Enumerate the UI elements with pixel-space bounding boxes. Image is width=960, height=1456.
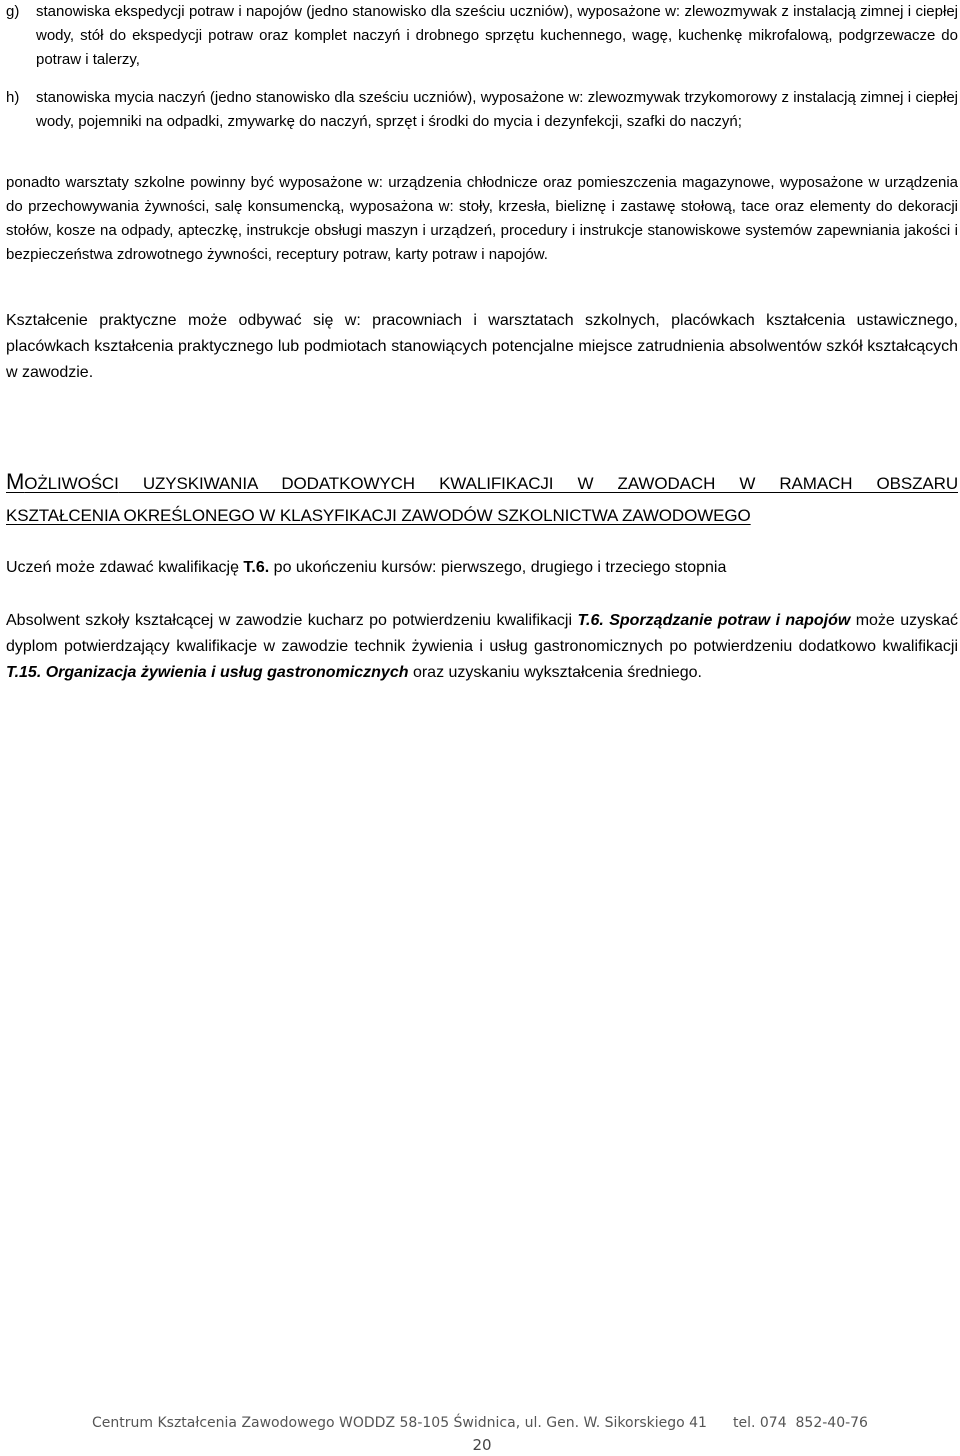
section-heading-line-2: KSZTAŁCENIA OKREŚLONEGO W KLASYFIKACJI ZAWODÓW SZKOLNICTWA ZAWODOWEGO bbox=[6, 506, 751, 525]
qualification-sentence bbox=[6, 555, 958, 581]
section-heading-line-1 bbox=[6, 466, 958, 500]
graduate-text-part-1: Absolwent szkoły kształcącej w zawodzie kucharz po potwierdzeniu kwalifikacji bbox=[6, 612, 578, 629]
graduate-text-part-2: może uzyskać dyplom potwierdzający kwalifikacje w zawodzie technik żywienia i usług gastronomicznych po potwierdzeniu dodatkowo kwalifikacji bbox=[6, 612, 959, 655]
graduate-paragraph bbox=[6, 608, 958, 686]
qualification-sentence-end: po ukończeniu kursów: pierwszego, drugiego i trzeciego stopnia bbox=[269, 559, 727, 576]
qualification-code-1: T.6. bbox=[577, 612, 604, 629]
footer-address: Centrum Kształcenia Zawodowego WODDZ 58-105 Świdnica, ul. Gen. W. Sikorskiego 41 bbox=[92, 1415, 707, 1431]
list-marker-g: g) bbox=[6, 3, 20, 20]
list-marker-h: h) bbox=[6, 89, 20, 106]
heading-line-1-rest: UZYSKIWANIA DODATKOWYCH KWALIFIKACJI W ZAWODACH W RAMACH OBSZARU bbox=[118, 474, 958, 493]
qualification-code: T.6. bbox=[243, 559, 270, 576]
list-item-g-text: stanowiska ekspedycji potraw i napojów (jedno stanowisko dla sześciu uczniów), wyposażone w: zlewozmywak z instalacją zimnej i ciepłej wody, stół do ekspedycji potraw oraz komplet naczyń i drobnego sprzętu kuchennego, wagę, kuchenkę mikrofalową, podgrzewacze do potraw i talerzy, bbox=[36, 3, 958, 68]
graduate-text-part-3: oraz uzyskaniu wykształcenia średniego. bbox=[408, 664, 702, 681]
qualification-code-2: T.15. bbox=[6, 664, 42, 681]
page-number: 20 bbox=[472, 1436, 492, 1454]
heading-first-word-rest: OŻLIWOŚCI bbox=[24, 474, 119, 493]
heading-initial-letter: M bbox=[6, 469, 25, 494]
list-item-h bbox=[6, 86, 958, 134]
list-item-g bbox=[6, 0, 958, 72]
qualification-sentence-start: Uczeń może zdawać kwalifikację bbox=[6, 559, 244, 576]
equipment-paragraph: ponadto warsztaty szkolne powinny być wyposażone w: urządzenia chłodnicze oraz pomieszczenia magazynowe, wyposażone w urządzenia do przechowywania żywności, salę konsumencką, wyposażona w: stoły, krzesła, bieliznę i zastawę stołową, tace oraz elementy do dekoracji stołów, kosze na odpady, apteczkę, instrukcje obsługi maszyn i urządzeń, procedury i instrukcje stanowiskowe systemów zapewniania jakości i bezpieczeństwa zdrowotnego żywności, receptury potraw, karty potraw i napojów. bbox=[6, 174, 958, 263]
qualification-name-1: Sporządzanie potraw i napojów bbox=[609, 612, 851, 629]
list-item-h-text: stanowiska mycia naczyń (jedno stanowisko dla sześciu uczniów), wyposażone w: zlewozmywak trzykomorowy z instalacją zimnej i ciepłej wody, pojemniki na odpadki, zmywarkę do naczyń, sprzęt i środki do mycia i dezynfekcji, szafki do naczyń; bbox=[36, 89, 958, 130]
footer-phone: tel. 074 852-40-76 bbox=[733, 1415, 868, 1431]
qualification-name-2: Organizacja żywienia i usług gastronomicznych bbox=[45, 664, 409, 681]
practical-training-paragraph: Kształcenie praktyczne może odbywać się w: pracowniach i warsztatach szkolnych, placówkach kształcenia ustawicznego, placówkach kształcenia praktycznego lub podmiotach stanowiących potencjalne miejsce zatrudnienia absolwentów szkół kształcących w zawodzie. bbox=[6, 312, 958, 381]
section-heading bbox=[6, 466, 958, 532]
